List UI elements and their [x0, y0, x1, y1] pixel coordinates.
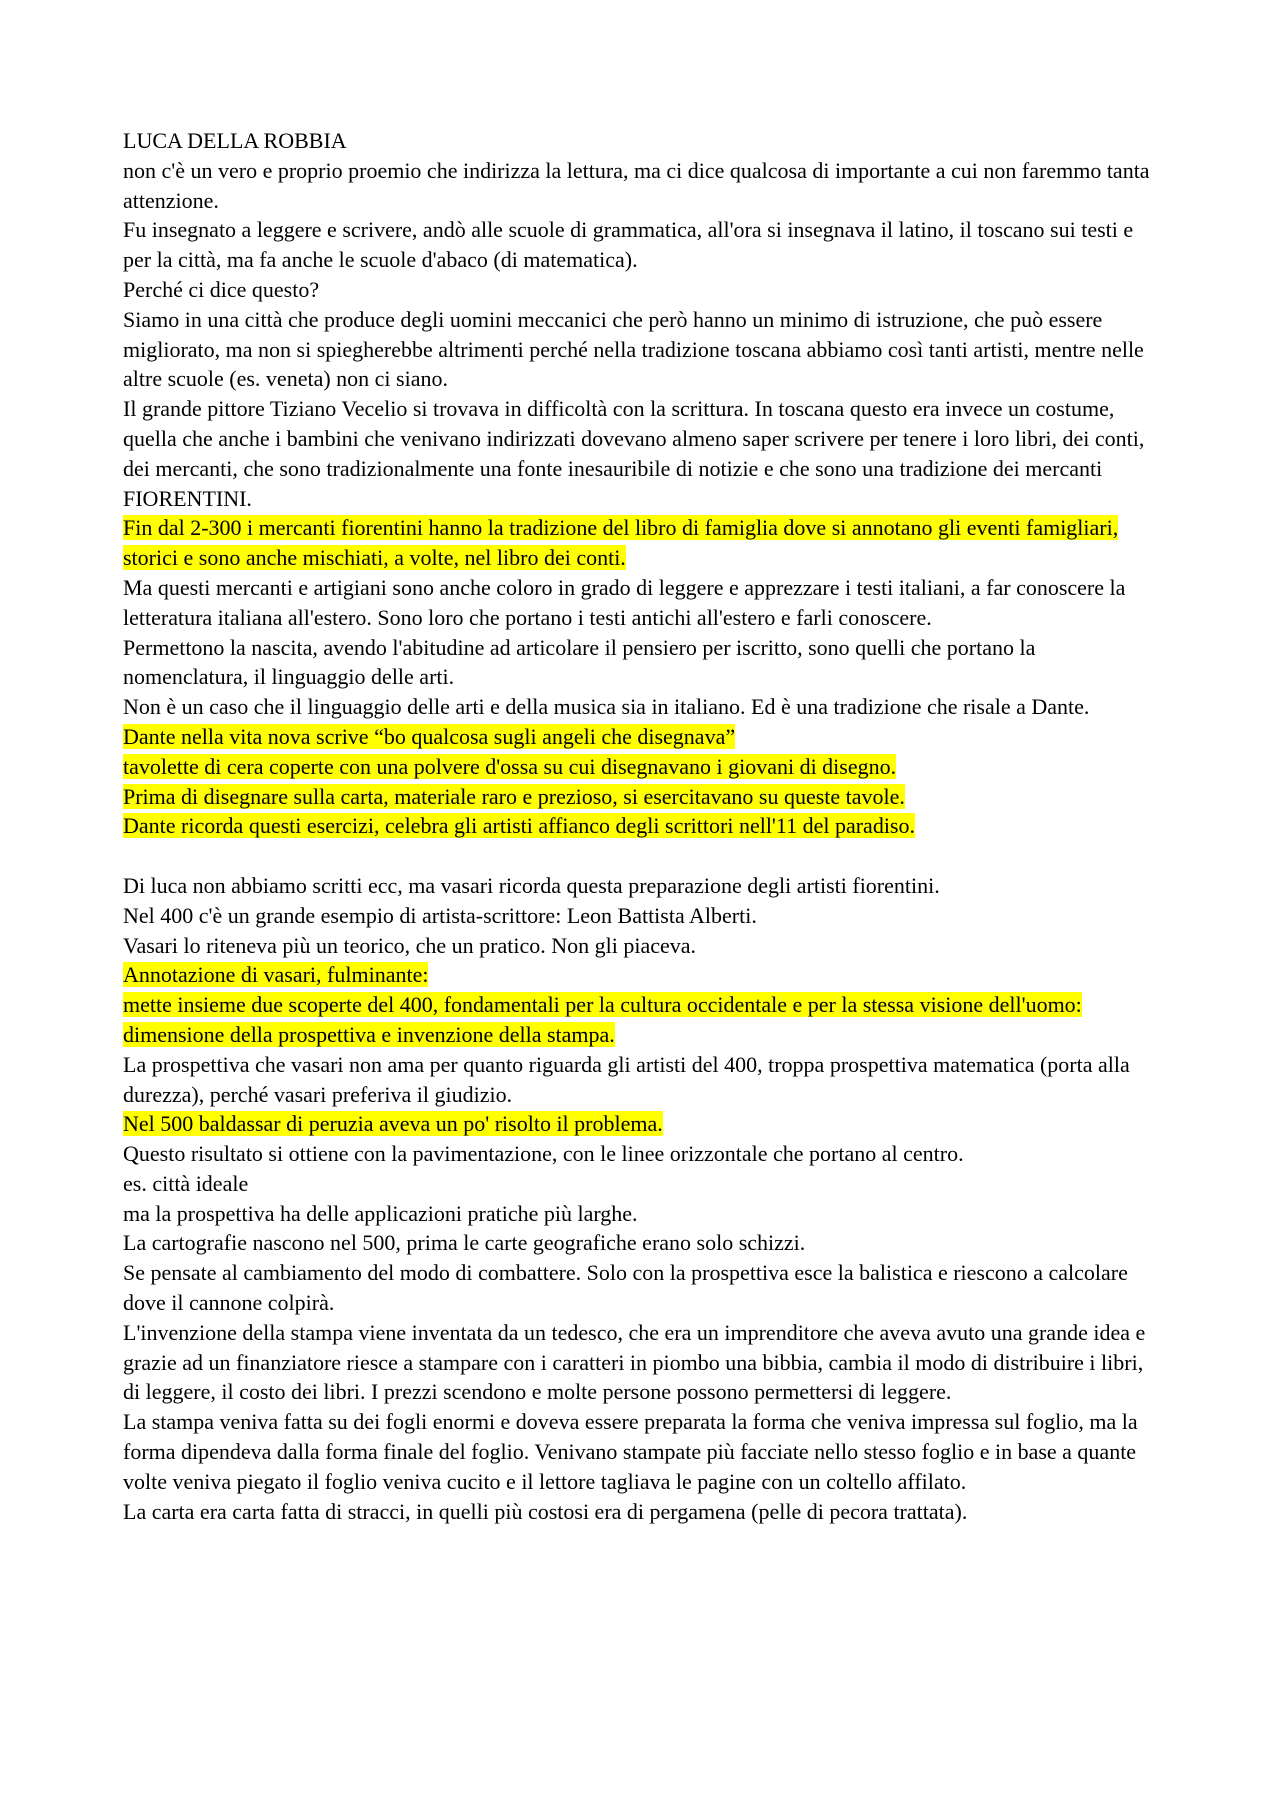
blank-line: [123, 841, 1163, 871]
paragraph: [123, 1497, 1163, 1527]
highlighted-paragraph: [123, 1020, 1163, 1050]
paragraph-text: Nel 400 c'è un grande esempio di artista-scrittore: Leon Battista Alberti.: [123, 902, 757, 928]
paragraph: [123, 573, 1163, 633]
highlighted-text: Nel 500 baldassar di peruzia aveva un po' risolto il problema.: [123, 1111, 663, 1137]
paragraph-text: L'invenzione della stampa viene inventata da un tedesco, che era un imprenditore che aveva avuto una grande idea e grazie ad un finanziatore riesce a stampare con i caratteri in piombo una bibbia, cambia il modo di distribuire i libri, di leggere, il costo dei libri. I prezzi scendono e molte persone possono permettersi di leggere.: [123, 1319, 1146, 1405]
paragraph: [123, 215, 1163, 275]
highlighted-text: Prima di disegnare sulla carta, materiale raro e prezioso, si esercitavano su queste tavole.: [123, 783, 905, 809]
paragraph-text: Vasari lo riteneva più un teorico, che un pratico. Non gli piaceva.: [123, 932, 697, 958]
highlighted-paragraph: [123, 1109, 1163, 1139]
paragraph-text: La prospettiva che vasari non ama per quanto riguarda gli artisti del 400, troppa prospettiva matematica (porta alla durezza), perché vasari preferiva il giudizio.: [123, 1051, 1130, 1107]
highlighted-paragraph: [123, 811, 1163, 841]
highlighted-text: tavolette di cera coperte con una polvere d'ossa su cui disegnavano i giovani di disegno.: [123, 753, 897, 779]
highlighted-paragraph: [123, 752, 1163, 782]
highlighted-text: Annotazione di vasari, fulminante:: [123, 962, 429, 988]
paragraph-text: LUCA DELLA ROBBIA: [123, 128, 347, 153]
paragraph: [123, 1318, 1163, 1407]
paragraph-text: Di luca non abbiamo scritti ecc, ma vasari ricorda questa preparazione degli artisti fiorentini.: [123, 872, 940, 898]
paragraph-text: non c'è un vero e proprio proemio che indirizza la lettura, ma ci dice qualcosa di importante a cui non faremmo tanta attenzione.: [123, 157, 1150, 213]
paragraph: [123, 871, 1163, 901]
paragraph: [123, 1258, 1163, 1318]
paragraph-text: Questo risultato si ottiene con la pavimentazione, con le linee orizzontale che portano al centro.: [123, 1141, 964, 1167]
paragraph: [123, 1228, 1163, 1258]
paragraph-text: Perché ci dice questo?: [123, 276, 320, 302]
paragraph-text: La carta era carta fatta di stracci, in quelli più costosi era di pergamena (pelle di pecora trattata).: [123, 1498, 968, 1524]
highlighted-text: dimensione della prospettiva e invenzione della stampa.: [123, 1021, 615, 1047]
highlighted-paragraph: [123, 513, 1163, 573]
highlighted-text: Fin dal 2-300 i mercanti fiorentini hanno la tradizione del libro di famiglia dove si annotano gli eventi famigliari, storici e sono anche mischiati, a volte, nel libro dei conti.: [123, 515, 1119, 571]
paragraph-text: Ma questi mercanti e artigiani sono anche coloro in grado di leggere e apprezzare i testi italiani, a far conoscere la letteratura italiana all'estero. Sono loro che portano i testi antichi all'estero e farli conoscere.: [123, 574, 1126, 630]
paragraph-text: La stampa veniva fatta su dei fogli enormi e doveva essere preparata la forma che veniva impressa sul foglio, ma la forma dipendeva dalla forma finale del foglio. Venivano stampate più facciate nello stesso foglio e in base a quante volte veniva piegato il foglio veniva cucito e il lettore tagliava le pagine con un coltello affilato.: [123, 1409, 1138, 1494]
paragraph: [123, 156, 1163, 216]
paragraph: [123, 633, 1163, 693]
highlighted-text: Dante nella vita nova scrive “bo qualcosa sugli angeli che disegnava”: [123, 723, 736, 749]
paragraph-text: Siamo in una città che produce degli uomini meccanici che però hanno un minimo di istruzione, che può essere migliorato, ma non si spiegherebbe altrimenti perché nella tradizione toscana abbiamo così tanti artisti, mentre nelle altre scuole (es. veneta) non ci siano.: [123, 306, 1144, 392]
paragraph: [123, 1050, 1163, 1110]
highlighted-paragraph: [123, 722, 1163, 752]
paragraph-text: La cartografie nascono nel 500, prima le carte geografiche erano solo schizzi.: [123, 1230, 806, 1256]
paragraph: [123, 1169, 1163, 1199]
paragraph: [123, 394, 1163, 513]
document-page: [123, 126, 1163, 1526]
paragraph: [123, 275, 1163, 305]
highlighted-text: Dante ricorda questi esercizi, celebra gli artisti affianco degli scrittori nell'11 del paradiso.: [123, 813, 915, 839]
paragraph: [123, 126, 1163, 156]
paragraph: [123, 1407, 1163, 1496]
paragraph: [123, 692, 1163, 722]
paragraph-text: Se pensate al cambiamento del modo di combattere. Solo con la prospettiva esce la balistica e riescono a calcolare dove il cannone colpirà.: [123, 1260, 1128, 1316]
paragraph: [123, 901, 1163, 931]
paragraph: [123, 1199, 1163, 1229]
paragraph-text: Il grande pittore Tiziano Vecelio si trovava in difficoltà con la scrittura. In toscana questo era invece un costume, quella che anche i bambini che venivano indirizzati dovevano almeno saper scrivere per tenere i loro libri, dei conti, dei mercanti, che sono tradizionalmente una fonte inesauribile di notizie e che sono una tradizione dei mercanti FIORENTINI.: [123, 396, 1145, 511]
paragraph-text: Non è un caso che il linguaggio delle arti e della musica sia in italiano. Ed è una tradizione che risale a Dante.: [123, 694, 1090, 720]
paragraph: [123, 305, 1163, 394]
highlighted-paragraph: [123, 990, 1163, 1020]
paragraph: [123, 931, 1163, 961]
paragraph: [123, 1139, 1163, 1169]
paragraph-text: es. città ideale: [123, 1170, 249, 1196]
highlighted-text: mette insieme due scoperte del 400, fondamentali per la cultura occidentale e per la stessa visione dell'uomo:: [123, 992, 1082, 1018]
paragraph-text: Fu insegnato a leggere e scrivere, andò alle scuole di grammatica, all'ora si insegnava il latino, il toscano sui testi e per la città, ma fa anche le scuole d'abaco (di matematica).: [123, 217, 1134, 273]
highlighted-paragraph: [123, 960, 1163, 990]
paragraph-text: ma la prospettiva ha delle applicazioni pratiche più larghe.: [123, 1200, 638, 1226]
paragraph-text: Permettono la nascita, avendo l'abitudine ad articolare il pensiero per iscritto, sono quelli che portano la nomenclatura, il linguaggio delle arti.: [123, 634, 1036, 690]
highlighted-paragraph: [123, 782, 1163, 812]
